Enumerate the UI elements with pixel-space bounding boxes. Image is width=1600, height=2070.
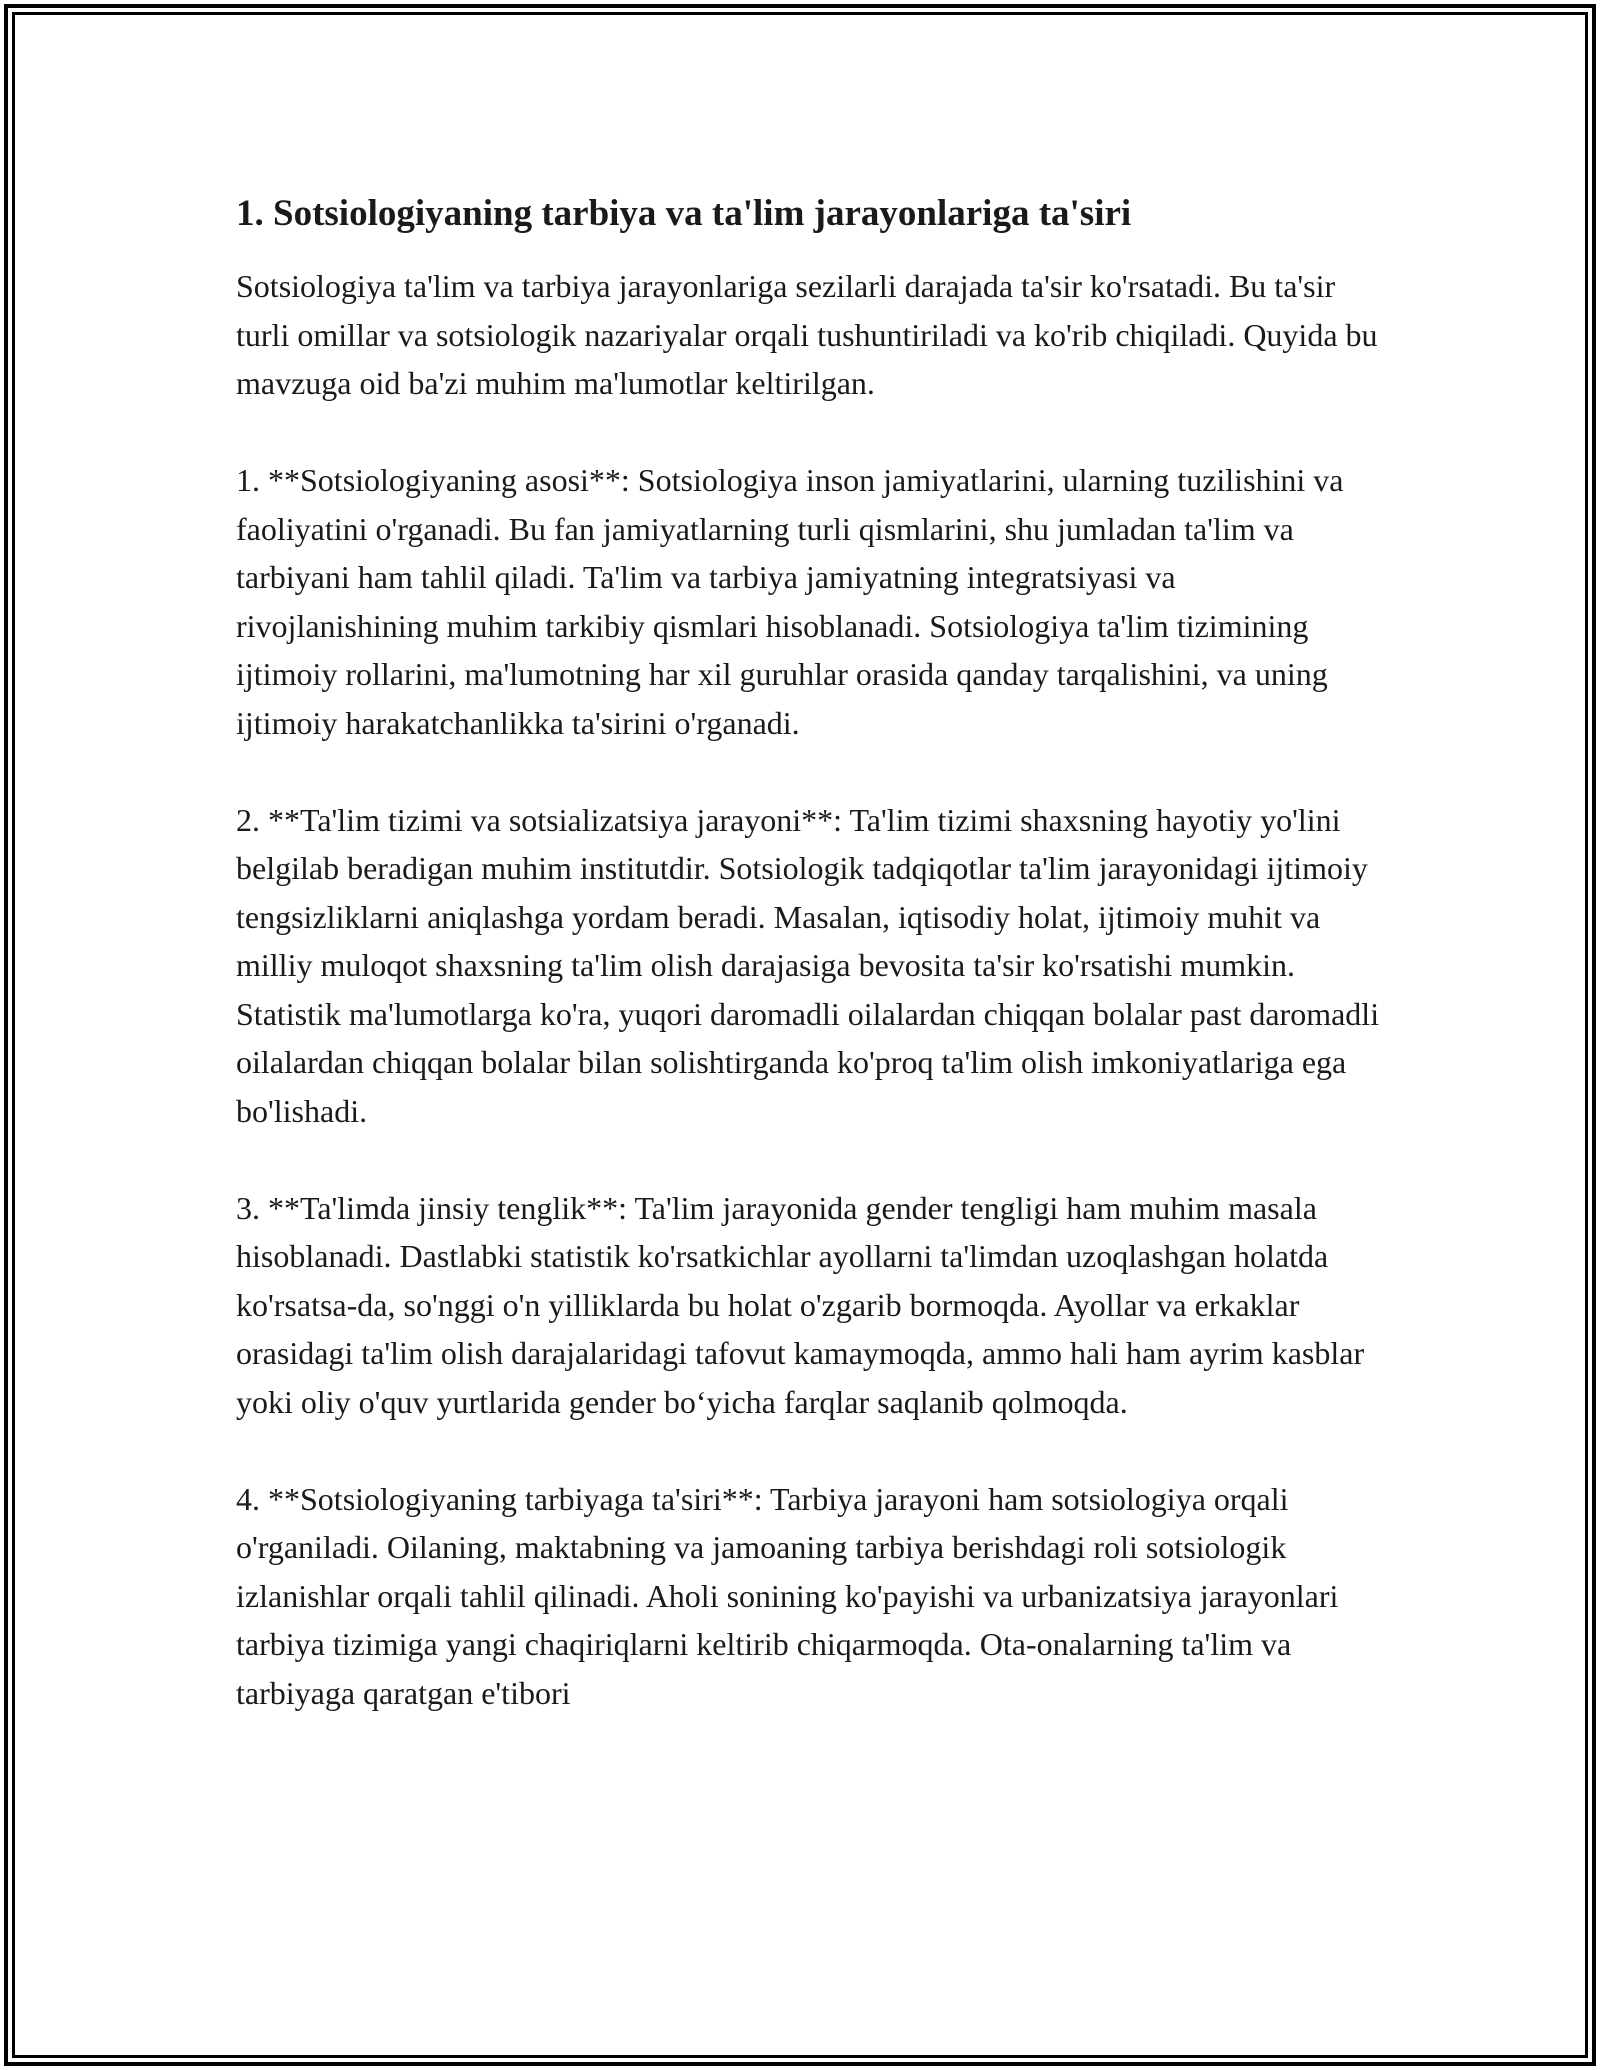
intro-paragraph: Sotsiologiya ta'lim va tarbiya jarayonlariga sezilarli darajada ta'sir ko'rsatadi. Bu ta'sir turli omillar va sotsiologik nazariyalar orqali tushuntiriladi va ko'rib chiqiladi. Quyida bu mavzuga oid ba'zi muhim ma'lumotlar keltirilgan.: [236, 268, 1378, 401]
document-body: [236, 188, 1386, 1717]
paragraph-education-system: 2. **Ta'lim tizimi va sotsializatsiya jarayoni**: Ta'lim tizimi shaxsning hayotiy yo'lini belgilab beradigan muhim institutdir. Sotsiologik tadqiqotlar ta'lim jarayonidagi ijtimoiy tengsizliklarni aniqlashga yordam beradi. Masalan, iqtisodiy holat, ijtimoiy muhit va milliy muloqot shaxsning ta'lim olish darajasiga bevosita ta'sir ko'rsatishi mumkin. Statistik ma'lumotlarga ko'ra, yuqori daromadli oilalardan chiqqan bolalar past daromadli oilalardan chiqqan bolalar bilan solishtirganda ko'proq ta'lim olish imkoniyatlariga ega bo'lishadi.: [236, 801, 1380, 1129]
document-title: 1. Sotsiologiyaning tarbiya va ta'lim jarayonlariga ta'siri: [236, 193, 1132, 234]
paragraph-gender-equality: 3. **Ta'limda jinsiy tenglik**: Ta'lim jarayonida gender tengligi ham muhim masala hisoblanadi. Dastlabki statistik ko'rsatkichlar ayollarni ta'limdan uzoqlashgan holatda ko'rsatsa-da, so'nggi o'n yilliklarda bu holat o'zgarib bormoqda. Ayollar va erkaklar orasidagi ta'lim olish darajalaridagi tafovut kamaymoqda, ammo hali ham ayrim kasblar yoki oliy o'quv yurtlarida gender bo‘yicha farqlar saqlanib qolmoqda.: [236, 1189, 1365, 1420]
paragraph-sociology-basis: 1. **Sotsiologiyaning asosi**: Sotsiologiya inson jamiyatlarini, ularning tuzilishini va faoliyatini o'rganadi. Bu fan jamiyatlarning turli qismlarini, shu jumladan ta'lim va tarbiyani ham tahlil qiladi. Ta'lim va tarbiya jamiyatning integratsiyasi va rivojlanishining muhim tarkibiy qismlari hisoblanadi. Sotsiologiya ta'lim tizimining ijtimoiy rollarini, ma'lumotning har xil guruhlar orasida qanday tarqalishini, va uning ijtimoiy harakatchanlikka ta'sirini o'rganadi.: [236, 462, 1344, 741]
paragraph-upbringing: 4. **Sotsiologiyaning tarbiyaga ta'siri**: Tarbiya jarayoni ham sotsiologiya orqali o'rganiladi. Oilaning, maktabning va jamoaning tarbiya berishdagi roli sotsiologik izlanishlar orqali tahlil qilinadi. Aholi sonining ko'payishi va urbanizatsiya jarayonlari tarbiya tizimiga yangi chaqiriqlarni keltirib chiqarmoqda. Ota-onalarning ta'lim va tarbiyaga qaratgan e'tibori: [236, 1480, 1339, 1711]
